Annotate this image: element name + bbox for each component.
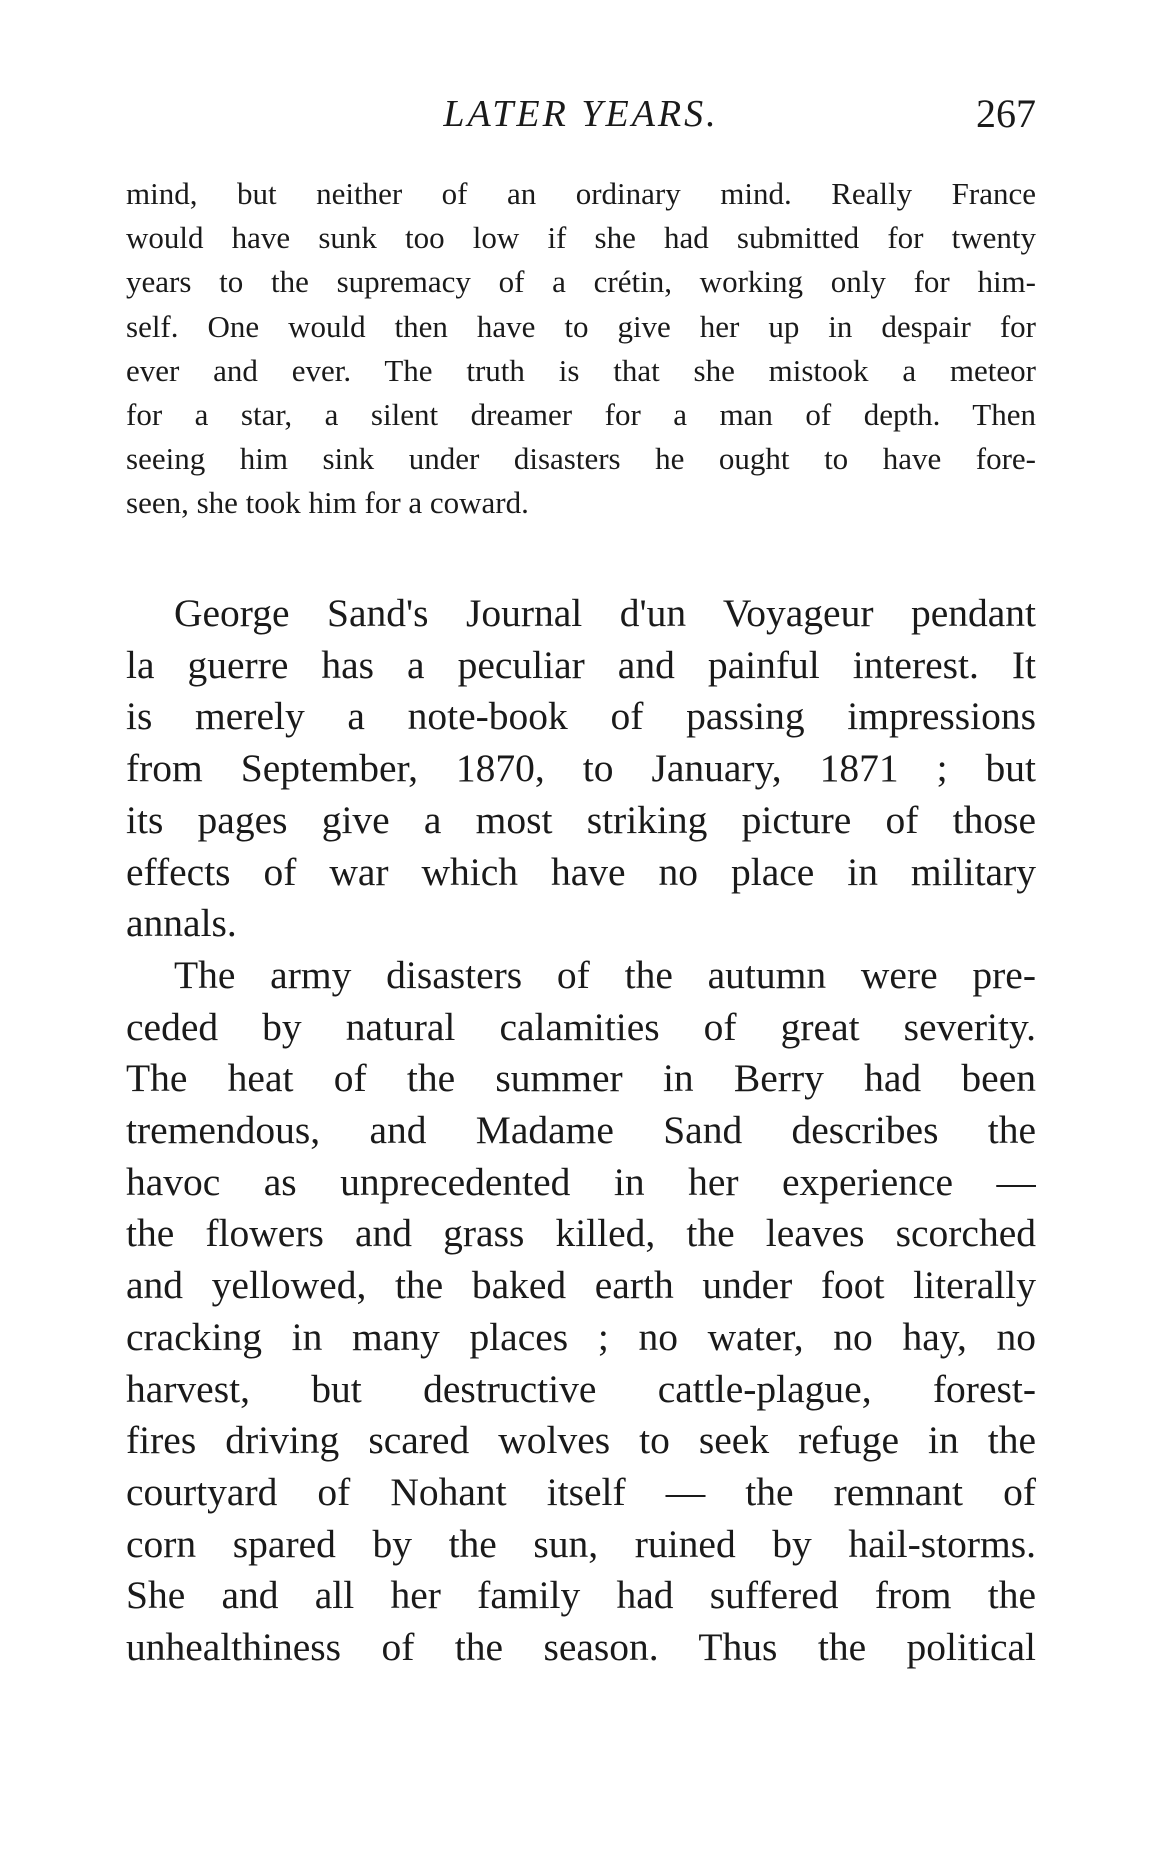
quote-line: mind, but neither of an ordinary mind. Really France [126, 176, 1036, 211]
quote-line: for a star, a silent dreamer for a man of depth. Then [126, 397, 1036, 433]
quote-line: ever and ever. The truth is that she mistook a meteor [126, 352, 1036, 388]
paragraph-line: ceded by natural calamities of great severity. [126, 1004, 1036, 1049]
paragraph-line: The heat of the summer in Berry had been [126, 1056, 1036, 1101]
paragraph-line: corn spared by the sun, ruined by hail-storms. [126, 1521, 1036, 1566]
paragraph-line: cracking in many places ; no water, no hay, no [126, 1314, 1036, 1359]
running-title: LATER YEARS. [443, 93, 719, 135]
paragraph-line: harvest, but destructive cattle-plague, forest- [126, 1366, 1036, 1411]
page-number: 267 [976, 91, 1036, 136]
paragraph-line: la guerre has a peculiar and painful interest. It [126, 642, 1036, 687]
running-head [126, 90, 1036, 140]
paragraph-line: annals. [126, 901, 237, 946]
paragraph-line: effects of war which have no place in military [126, 849, 1036, 894]
body-text [126, 588, 1036, 1674]
paragraph-line: tremendous, and Madame Sand describes the [126, 1108, 1036, 1153]
paragraph-line: She and all her family had suffered from the [126, 1573, 1036, 1618]
paragraph-line: havoc as unprecedented in her experience — [126, 1159, 1036, 1204]
paragraph-line: its pages give a most striking picture of those [126, 797, 1036, 842]
paragraph-line: from September, 1870, to January, 1871 ; but [126, 746, 1036, 791]
paragraph-line: the flowers and grass killed, the leaves scorched [126, 1211, 1036, 1256]
paragraph-journal [126, 588, 1036, 950]
quote-line: seen, she took him for a coward. [126, 485, 529, 521]
quote-line: years to the supremacy of a crétin, working only for him- [126, 264, 1036, 300]
quote-line: would have sunk too low if she had submitted for twenty [126, 220, 1036, 256]
paragraph-line: George Sand's Journal d'un Voyageur pendant [174, 591, 1036, 635]
paragraph-line: and yellowed, the baked earth under foot literally [126, 1263, 1036, 1308]
quoted-passage [126, 172, 1036, 526]
paragraph-line: fires driving scared wolves to seek refuge in the [126, 1418, 1036, 1463]
quote-line: self. One would then have to give her up in despair for [126, 308, 1036, 344]
quote-line: seeing him sink under disasters he ought to have fore- [126, 441, 1036, 477]
paragraph-line: unhealthiness of the season. Thus the political [126, 1625, 1036, 1670]
paragraph-army-disasters [126, 950, 1036, 1674]
paragraph-line: The army disasters of the autumn were pre- [174, 952, 1036, 997]
paragraph-line: is merely a note-book of passing impressions [126, 694, 1036, 739]
paragraph-line: courtyard of Nohant itself — the remnant of [126, 1469, 1036, 1514]
